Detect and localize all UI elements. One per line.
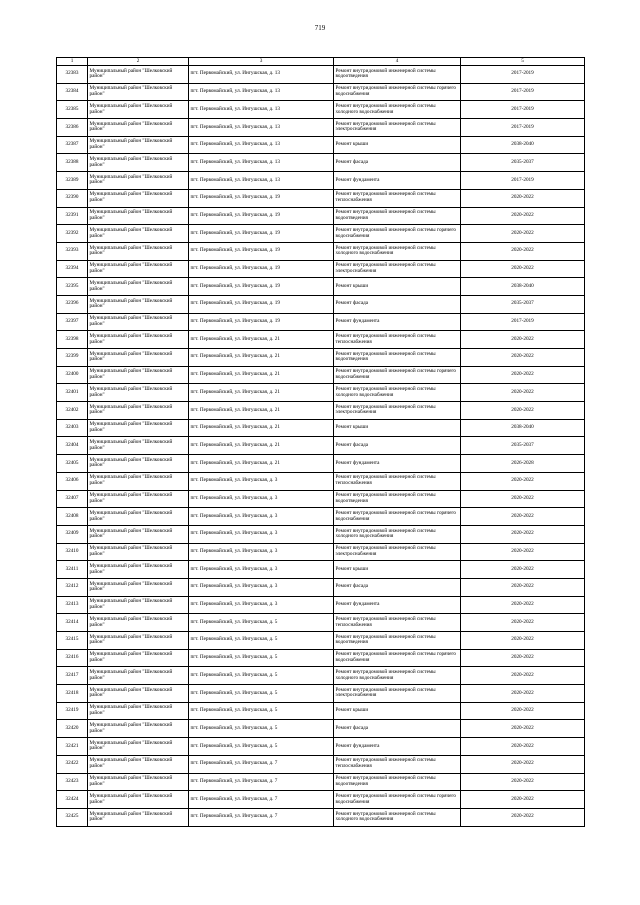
row-work-type: Ремонт фундамента xyxy=(334,455,461,473)
table-row xyxy=(57,596,585,614)
row-address: пгт. Первомайский, ул. Ингушская, д. 5 xyxy=(189,685,334,703)
row-district: Муниципальный район "Шелковский район" xyxy=(88,189,189,207)
row-district: Муниципальный район "Шелковский район" xyxy=(88,437,189,455)
table-row xyxy=(57,543,585,561)
row-period: 2035-2037 xyxy=(461,295,585,313)
row-period: 2020-2022 xyxy=(461,260,585,278)
table-row xyxy=(57,349,585,367)
row-address: пгт. Первомайский, ул. Ингушская, д. 21 xyxy=(189,437,334,455)
row-district: Муниципальный район "Шелковский район" xyxy=(88,685,189,703)
table-row xyxy=(57,313,585,331)
row-district: Муниципальный район "Шелковский район" xyxy=(88,808,189,826)
table-row xyxy=(57,136,585,154)
table-row xyxy=(57,331,585,349)
row-period: 2017-2019 xyxy=(461,172,585,190)
table-row xyxy=(57,578,585,596)
row-period: 2017-2019 xyxy=(461,101,585,119)
table-row xyxy=(57,242,585,260)
row-period: 2020-2022 xyxy=(461,402,585,420)
row-address: пгт. Первомайский, ул. Ингушская, д. 3 xyxy=(189,543,334,561)
row-number: 32385 xyxy=(57,101,88,119)
row-address: пгт. Первомайский, ул. Ингушская, д. 3 xyxy=(189,525,334,543)
row-district: Муниципальный район "Шелковский район" xyxy=(88,543,189,561)
row-number: 32425 xyxy=(57,808,88,826)
row-period: 2017-2019 xyxy=(461,83,585,101)
row-period: 2020-2022 xyxy=(461,685,585,703)
row-period: 2020-2022 xyxy=(461,649,585,667)
row-period: 2020-2022 xyxy=(461,720,585,738)
row-work-type: Ремонт внутридомовой инженерной системы электроснабжения xyxy=(334,119,461,137)
row-number: 32387 xyxy=(57,136,88,154)
column-header-district: 2 xyxy=(88,58,189,66)
row-district: Муниципальный район "Шелковский район" xyxy=(88,490,189,508)
row-district: Муниципальный район "Шелковский район" xyxy=(88,791,189,809)
row-period: 2020-2022 xyxy=(461,808,585,826)
row-address: пгт. Первомайский, ул. Ингушская, д. 5 xyxy=(189,649,334,667)
row-period: 2020-2022 xyxy=(461,472,585,490)
row-address: пгт. Первомайский, ул. Ингушская, д. 19 xyxy=(189,189,334,207)
row-number: 32412 xyxy=(57,578,88,596)
row-period: 2038-2040 xyxy=(461,136,585,154)
row-number: 32403 xyxy=(57,419,88,437)
row-work-type: Ремонт фасада xyxy=(334,437,461,455)
row-district: Муниципальный район "Шелковский район" xyxy=(88,295,189,313)
column-header-work: 4 xyxy=(334,58,461,66)
row-district: Муниципальный район "Шелковский район" xyxy=(88,154,189,172)
row-district: Муниципальный район "Шелковский район" xyxy=(88,649,189,667)
column-header-number: 1 xyxy=(57,58,88,66)
row-address: пгт. Первомайский, ул. Ингушская, д. 3 xyxy=(189,578,334,596)
row-work-type: Ремонт фасада xyxy=(334,720,461,738)
row-number: 32422 xyxy=(57,755,88,773)
row-work-type: Ремонт крыши xyxy=(334,136,461,154)
row-period: 2020-2022 xyxy=(461,773,585,791)
row-period: 2020-2022 xyxy=(461,384,585,402)
row-address: пгт. Первомайский, ул. Ингушская, д. 13 xyxy=(189,154,334,172)
row-number: 32401 xyxy=(57,384,88,402)
row-address: пгт. Первомайский, ул. Ингушская, д. 21 xyxy=(189,366,334,384)
table-row xyxy=(57,207,585,225)
table-row xyxy=(57,561,585,579)
table-row xyxy=(57,490,585,508)
table-row xyxy=(57,738,585,756)
row-number: 32395 xyxy=(57,278,88,296)
row-work-type: Ремонт крыши xyxy=(334,419,461,437)
row-work-type: Ремонт внутридомовой инженерной системы холодного водоснабжения xyxy=(334,808,461,826)
row-number: 32400 xyxy=(57,366,88,384)
row-number: 32405 xyxy=(57,455,88,473)
row-address: пгт. Первомайский, ул. Ингушская, д. 5 xyxy=(189,614,334,632)
row-district: Муниципальный район "Шелковский район" xyxy=(88,331,189,349)
row-address: пгт. Первомайский, ул. Ингушская, д. 19 xyxy=(189,278,334,296)
row-address: пгт. Первомайский, ул. Ингушская, д. 5 xyxy=(189,702,334,720)
row-period: 2038-2040 xyxy=(461,419,585,437)
row-number: 32402 xyxy=(57,402,88,420)
row-work-type: Ремонт внутридомовой инженерной системы холодного водоснабжения xyxy=(334,101,461,119)
table-row xyxy=(57,278,585,296)
table-row xyxy=(57,808,585,826)
row-work-type: Ремонт внутридомовой инженерной системы водоотведения xyxy=(334,66,461,84)
table-body xyxy=(57,66,585,827)
row-work-type: Ремонт внутридомовой инженерной системы теплоснабжения xyxy=(334,331,461,349)
row-district: Муниципальный район "Шелковский район" xyxy=(88,384,189,402)
row-number: 32416 xyxy=(57,649,88,667)
row-district: Муниципальный район "Шелковский район" xyxy=(88,83,189,101)
table-row xyxy=(57,119,585,137)
row-number: 32409 xyxy=(57,525,88,543)
row-district: Муниципальный район "Шелковский район" xyxy=(88,119,189,137)
row-district: Муниципальный район "Шелковский район" xyxy=(88,242,189,260)
table-row xyxy=(57,437,585,455)
row-district: Муниципальный район "Шелковский район" xyxy=(88,66,189,84)
row-period: 2020-2022 xyxy=(461,525,585,543)
row-work-type: Ремонт внутридомовой инженерной системы водоотведения xyxy=(334,632,461,650)
row-district: Муниципальный район "Шелковский район" xyxy=(88,455,189,473)
row-address: пгт. Первомайский, ул. Ингушская, д. 21 xyxy=(189,384,334,402)
row-work-type: Ремонт фасада xyxy=(334,578,461,596)
row-period: 2017-2019 xyxy=(461,313,585,331)
table-row xyxy=(57,791,585,809)
row-address: пгт. Первомайский, ул. Ингушская, д. 19 xyxy=(189,207,334,225)
table-row xyxy=(57,508,585,526)
row-work-type: Ремонт внутридомовой инженерной системы теплоснабжения xyxy=(334,614,461,632)
row-work-type: Ремонт внутридомовой инженерной системы электроснабжения xyxy=(334,685,461,703)
column-header-address: 3 xyxy=(189,58,334,66)
row-address: пгт. Первомайский, ул. Ингушская, д. 3 xyxy=(189,561,334,579)
row-period: 2020-2022 xyxy=(461,490,585,508)
row-work-type: Ремонт внутридомовой инженерной системы теплоснабжения xyxy=(334,189,461,207)
row-work-type: Ремонт внутридомовой инженерной системы водоотведения xyxy=(334,207,461,225)
table-row xyxy=(57,755,585,773)
row-number: 32410 xyxy=(57,543,88,561)
row-number: 32393 xyxy=(57,242,88,260)
row-district: Муниципальный район "Шелковский район" xyxy=(88,755,189,773)
row-address: пгт. Первомайский, ул. Ингушская, д. 19 xyxy=(189,225,334,243)
row-district: Муниципальный район "Шелковский район" xyxy=(88,508,189,526)
row-work-type: Ремонт крыши xyxy=(334,702,461,720)
row-address: пгт. Первомайский, ул. Ингушская, д. 3 xyxy=(189,490,334,508)
row-work-type: Ремонт внутридомовой инженерной системы горячего водоснабжения xyxy=(334,366,461,384)
row-work-type: Ремонт фасада xyxy=(334,154,461,172)
header-row xyxy=(57,58,585,66)
row-address: пгт. Первомайский, ул. Ингушская, д. 19 xyxy=(189,242,334,260)
row-number: 32419 xyxy=(57,702,88,720)
row-district: Муниципальный район "Шелковский район" xyxy=(88,419,189,437)
row-period: 2020-2022 xyxy=(461,543,585,561)
table-row xyxy=(57,472,585,490)
row-work-type: Ремонт крыши xyxy=(334,561,461,579)
row-number: 32424 xyxy=(57,791,88,809)
row-address: пгт. Первомайский, ул. Ингушская, д. 5 xyxy=(189,720,334,738)
row-work-type: Ремонт внутридомовой инженерной системы горячего водоснабжения xyxy=(334,225,461,243)
row-district: Муниципальный район "Шелковский район" xyxy=(88,260,189,278)
row-work-type: Ремонт внутридомовой инженерной системы электроснабжения xyxy=(334,402,461,420)
row-address: пгт. Первомайский, ул. Ингушская, д. 21 xyxy=(189,349,334,367)
table-row xyxy=(57,366,585,384)
row-period: 2020-2022 xyxy=(461,667,585,685)
row-district: Муниципальный район "Шелковский район" xyxy=(88,136,189,154)
registry-table xyxy=(56,57,585,827)
row-address: пгт. Первомайский, ул. Ингушская, д. 5 xyxy=(189,738,334,756)
row-number: 32390 xyxy=(57,189,88,207)
row-district: Муниципальный район "Шелковский район" xyxy=(88,667,189,685)
row-period: 2020-2022 xyxy=(461,508,585,526)
row-number: 32399 xyxy=(57,349,88,367)
row-address: пгт. Первомайский, ул. Ингушская, д. 7 xyxy=(189,808,334,826)
table-row xyxy=(57,189,585,207)
row-number: 32389 xyxy=(57,172,88,190)
page-number: 719 xyxy=(314,24,326,32)
table-row xyxy=(57,614,585,632)
row-number: 32392 xyxy=(57,225,88,243)
row-number: 32415 xyxy=(57,632,88,650)
row-number: 32407 xyxy=(57,490,88,508)
row-address: пгт. Первомайский, ул. Ингушская, д. 3 xyxy=(189,508,334,526)
row-work-type: Ремонт фундамента xyxy=(334,313,461,331)
row-period: 2020-2022 xyxy=(461,189,585,207)
row-work-type: Ремонт фасада xyxy=(334,295,461,313)
row-address: пгт. Первомайский, ул. Ингушская, д. 19 xyxy=(189,295,334,313)
row-work-type: Ремонт крыши xyxy=(334,278,461,296)
row-district: Муниципальный район "Шелковский район" xyxy=(88,632,189,650)
table-row xyxy=(57,685,585,703)
row-address: пгт. Первомайский, ул. Ингушская, д. 3 xyxy=(189,472,334,490)
row-period: 2020-2022 xyxy=(461,755,585,773)
row-number: 32386 xyxy=(57,119,88,137)
row-address: пгт. Первомайский, ул. Ингушская, д. 7 xyxy=(189,791,334,809)
row-period: 2020-2022 xyxy=(461,225,585,243)
table-header xyxy=(57,58,585,66)
row-work-type: Ремонт внутридомовой инженерной системы электроснабжения xyxy=(334,543,461,561)
row-period: 2026-2028 xyxy=(461,455,585,473)
row-address: пгт. Первомайский, ул. Ингушская, д. 13 xyxy=(189,136,334,154)
row-address: пгт. Первомайский, ул. Ингушская, д. 5 xyxy=(189,667,334,685)
row-number: 32420 xyxy=(57,720,88,738)
row-period: 2020-2022 xyxy=(461,632,585,650)
row-work-type: Ремонт внутридомовой инженерной системы теплоснабжения xyxy=(334,472,461,490)
row-period: 2038-2040 xyxy=(461,278,585,296)
row-district: Муниципальный район "Шелковский район" xyxy=(88,702,189,720)
table-row xyxy=(57,83,585,101)
row-district: Муниципальный район "Шелковский район" xyxy=(88,525,189,543)
row-address: пгт. Первомайский, ул. Ингушская, д. 13 xyxy=(189,172,334,190)
table-row xyxy=(57,702,585,720)
row-district: Муниципальный район "Шелковский район" xyxy=(88,561,189,579)
row-period: 2017-2019 xyxy=(461,66,585,84)
row-work-type: Ремонт внутридомовой инженерной системы холодного водоснабжения xyxy=(334,384,461,402)
row-work-type: Ремонт внутридомовой инженерной системы горячего водоснабжения xyxy=(334,791,461,809)
row-district: Муниципальный район "Шелковский район" xyxy=(88,472,189,490)
row-number: 32383 xyxy=(57,66,88,84)
row-district: Муниципальный район "Шелковский район" xyxy=(88,349,189,367)
row-period: 2020-2022 xyxy=(461,331,585,349)
row-number: 32397 xyxy=(57,313,88,331)
row-address: пгт. Первомайский, ул. Ингушская, д. 7 xyxy=(189,773,334,791)
table-row xyxy=(57,101,585,119)
row-work-type: Ремонт внутридомовой инженерной системы водоотведения xyxy=(334,349,461,367)
row-number: 32396 xyxy=(57,295,88,313)
row-period: 2020-2022 xyxy=(461,207,585,225)
row-work-type: Ремонт фундамента xyxy=(334,596,461,614)
row-work-type: Ремонт внутридомовой инженерной системы водоотведения xyxy=(334,773,461,791)
row-district: Муниципальный район "Шелковский район" xyxy=(88,720,189,738)
row-work-type: Ремонт внутридомовой инженерной системы теплоснабжения xyxy=(334,755,461,773)
row-period: 2020-2022 xyxy=(461,366,585,384)
row-address: пгт. Первомайский, ул. Ингушская, д. 7 xyxy=(189,755,334,773)
row-number: 32388 xyxy=(57,154,88,172)
row-district: Муниципальный район "Шелковский район" xyxy=(88,596,189,614)
table-row xyxy=(57,667,585,685)
row-period: 2017-2019 xyxy=(461,119,585,137)
column-header-period: 5 xyxy=(461,58,585,66)
table-row xyxy=(57,225,585,243)
row-period: 2020-2022 xyxy=(461,738,585,756)
row-number: 32423 xyxy=(57,773,88,791)
row-number: 32408 xyxy=(57,508,88,526)
row-period: 2020-2022 xyxy=(461,596,585,614)
table-row xyxy=(57,260,585,278)
table-row xyxy=(57,773,585,791)
row-district: Муниципальный район "Шелковский район" xyxy=(88,172,189,190)
row-period: 2020-2022 xyxy=(461,349,585,367)
row-number: 32411 xyxy=(57,561,88,579)
row-district: Муниципальный район "Шелковский район" xyxy=(88,366,189,384)
row-work-type: Ремонт фундамента xyxy=(334,738,461,756)
table-row xyxy=(57,525,585,543)
row-district: Муниципальный район "Шелковский район" xyxy=(88,278,189,296)
table-row xyxy=(57,172,585,190)
row-number: 32413 xyxy=(57,596,88,614)
row-number: 32417 xyxy=(57,667,88,685)
row-district: Муниципальный район "Шелковский район" xyxy=(88,578,189,596)
row-address: пгт. Первомайский, ул. Ингушская, д. 13 xyxy=(189,83,334,101)
row-address: пгт. Первомайский, ул. Ингушская, д. 13 xyxy=(189,66,334,84)
row-work-type: Ремонт внутридомовой инженерной системы горячего водоснабжения xyxy=(334,508,461,526)
row-address: пгт. Первомайский, ул. Ингушская, д. 19 xyxy=(189,313,334,331)
row-period: 2020-2022 xyxy=(461,561,585,579)
row-number: 32421 xyxy=(57,738,88,756)
row-period: 2020-2022 xyxy=(461,614,585,632)
row-number: 32394 xyxy=(57,260,88,278)
row-district: Муниципальный район "Шелковский район" xyxy=(88,773,189,791)
row-address: пгт. Первомайский, ул. Ингушская, д. 21 xyxy=(189,331,334,349)
row-work-type: Ремонт внутридомовой инженерной системы электроснабжения xyxy=(334,260,461,278)
row-address: пгт. Первомайский, ул. Ингушская, д. 21 xyxy=(189,455,334,473)
row-number: 32391 xyxy=(57,207,88,225)
row-district: Муниципальный район "Шелковский район" xyxy=(88,614,189,632)
table-row xyxy=(57,649,585,667)
row-number: 32404 xyxy=(57,437,88,455)
row-district: Муниципальный район "Шелковский район" xyxy=(88,402,189,420)
row-number: 32406 xyxy=(57,472,88,490)
table-row xyxy=(57,295,585,313)
row-number: 32398 xyxy=(57,331,88,349)
row-work-type: Ремонт фундамента xyxy=(334,172,461,190)
row-address: пгт. Первомайский, ул. Ингушская, д. 21 xyxy=(189,402,334,420)
table-row xyxy=(57,154,585,172)
row-period: 2020-2022 xyxy=(461,702,585,720)
row-period: 2035-2037 xyxy=(461,437,585,455)
row-work-type: Ремонт внутридомовой инженерной системы холодного водоснабжения xyxy=(334,525,461,543)
row-work-type: Ремонт внутридомовой инженерной системы горячего водоснабжения xyxy=(334,649,461,667)
table-row xyxy=(57,632,585,650)
row-work-type: Ремонт внутридомовой инженерной системы холодного водоснабжения xyxy=(334,667,461,685)
table-row xyxy=(57,66,585,84)
row-address: пгт. Первомайский, ул. Ингушская, д. 21 xyxy=(189,419,334,437)
table-row xyxy=(57,455,585,473)
row-work-type: Ремонт внутридомовой инженерной системы холодного водоснабжения xyxy=(334,242,461,260)
row-period: 2035-2037 xyxy=(461,154,585,172)
row-address: пгт. Первомайский, ул. Ингушская, д. 13 xyxy=(189,101,334,119)
table-row xyxy=(57,419,585,437)
row-period: 2020-2022 xyxy=(461,242,585,260)
row-address: пгт. Первомайский, ул. Ингушская, д. 19 xyxy=(189,260,334,278)
row-period: 2020-2022 xyxy=(461,791,585,809)
row-number: 32384 xyxy=(57,83,88,101)
table-row xyxy=(57,720,585,738)
row-work-type: Ремонт внутридомовой инженерной системы водоотведения xyxy=(334,490,461,508)
row-district: Муниципальный район "Шелковский район" xyxy=(88,313,189,331)
row-district: Муниципальный район "Шелковский район" xyxy=(88,738,189,756)
row-district: Муниципальный район "Шелковский район" xyxy=(88,101,189,119)
row-address: пгт. Первомайский, ул. Ингушская, д. 13 xyxy=(189,119,334,137)
row-work-type: Ремонт внутридомовой инженерной системы горячего водоснабжения xyxy=(334,83,461,101)
table-row xyxy=(57,384,585,402)
row-address: пгт. Первомайский, ул. Ингушская, д. 3 xyxy=(189,596,334,614)
row-address: пгт. Первомайский, ул. Ингушская, д. 5 xyxy=(189,632,334,650)
table-row xyxy=(57,402,585,420)
row-number: 32418 xyxy=(57,685,88,703)
row-period: 2020-2022 xyxy=(461,578,585,596)
row-number: 32414 xyxy=(57,614,88,632)
row-district: Муниципальный район "Шелковский район" xyxy=(88,207,189,225)
row-district: Муниципальный район "Шелковский район" xyxy=(88,225,189,243)
